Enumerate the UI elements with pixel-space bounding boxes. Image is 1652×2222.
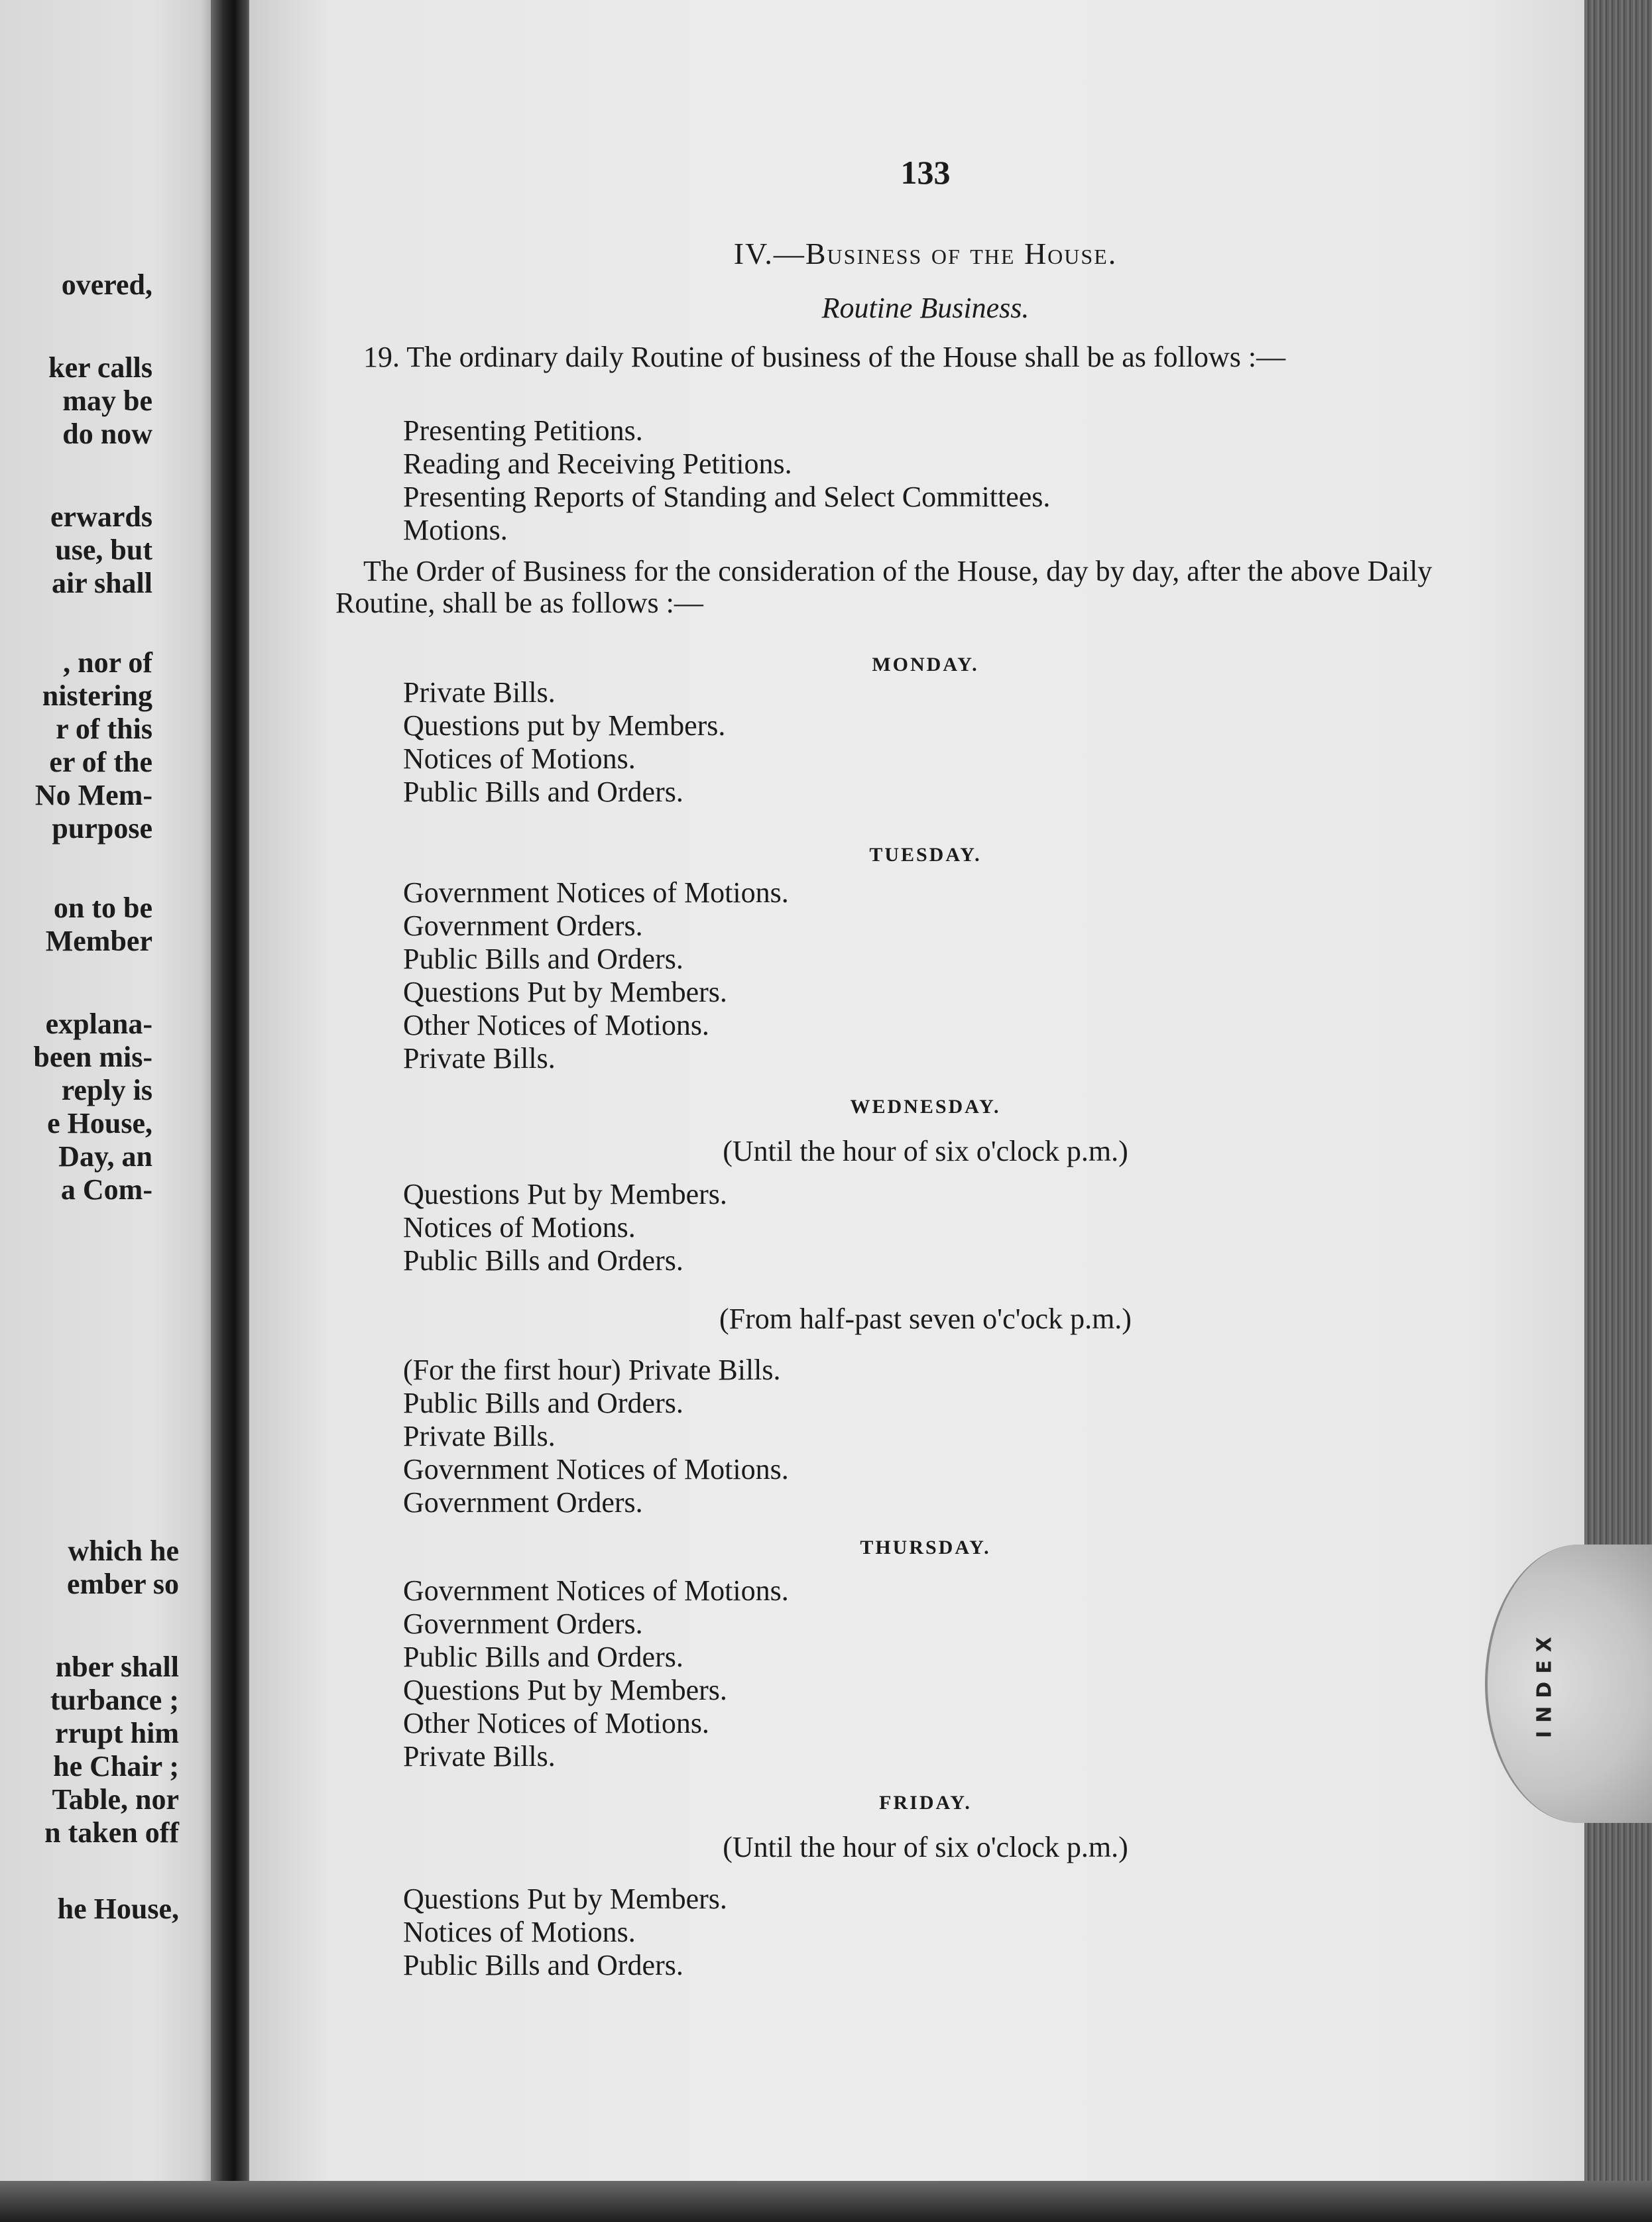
section-prefix: IV.—	[733, 237, 805, 270]
routine-item: Presenting Petitions.	[403, 414, 643, 447]
left-page-line: explana-	[45, 1008, 152, 1040]
thursday-item: Private Bills.	[403, 1740, 556, 1773]
left-page-line: Table, nor	[52, 1783, 179, 1816]
monday-item: Private Bills.	[403, 676, 556, 709]
thursday-item: Questions Put by Members.	[403, 1674, 727, 1706]
left-page-line: ember so	[66, 1568, 179, 1600]
left-page-line: ker calls	[48, 351, 152, 384]
wednesday-item: Questions Put by Members.	[403, 1178, 727, 1210]
tuesday-item: Questions Put by Members.	[403, 976, 727, 1008]
book-gutter	[211, 0, 253, 2222]
wednesday-evening-item: Private Bills.	[403, 1420, 556, 1452]
left-page-line: e House,	[47, 1107, 152, 1140]
day-heading-monday: MONDAY.	[872, 654, 979, 675]
day-heading-wednesday: WEDNESDAY.	[850, 1096, 1001, 1118]
thursday-item: Other Notices of Motions.	[403, 1707, 709, 1739]
left-page-line: overed,	[61, 268, 152, 301]
section-title	[249, 237, 1602, 270]
section-title-text: Business of the House.	[805, 237, 1118, 270]
tuesday-item: Other Notices of Motions.	[403, 1009, 709, 1041]
left-page	[0, 0, 219, 2188]
left-page-line: turbance ;	[50, 1684, 179, 1716]
page-edge	[1584, 0, 1652, 2222]
thursday-item: Government Orders.	[403, 1608, 643, 1640]
bottom-shadow	[0, 2181, 1652, 2222]
day-heading-tuesday: TUESDAY.	[869, 844, 982, 866]
left-page-line: use, but	[55, 534, 152, 566]
left-page-line: n taken off	[44, 1816, 179, 1849]
thursday-item: Government Notices of Motions.	[403, 1574, 789, 1607]
right-page	[249, 0, 1602, 2188]
wednesday-evening-item: Government Notices of Motions.	[403, 1453, 789, 1486]
routine-item: Motions.	[403, 514, 508, 546]
subsection-title: Routine Business.	[821, 292, 1030, 324]
tuesday-item: Private Bills.	[403, 1042, 556, 1075]
wednesday-evening-item: (For the first hour) Private Bills.	[403, 1354, 781, 1386]
tuesday-item: Government Notices of Motions.	[403, 876, 789, 909]
left-page-line: nistering	[42, 679, 152, 712]
wednesday-evening-note: (From half-past seven o'c'ock p.m.)	[719, 1303, 1132, 1335]
rule-paragraph: 19. The ordinary daily Routine of business of the House shall be as follows :—	[363, 341, 1286, 373]
left-page-line: been mis-	[33, 1041, 152, 1073]
thursday-item: Public Bills and Orders.	[403, 1641, 683, 1673]
left-page-line: which he	[68, 1535, 179, 1567]
left-page-line: , nor of	[63, 646, 152, 679]
wednesday-evening-item: Public Bills and Orders.	[403, 1387, 683, 1419]
day-heading-thursday: THURSDAY.	[860, 1537, 991, 1558]
friday-item: Questions Put by Members.	[403, 1883, 727, 1915]
left-page-line: rrupt him	[55, 1717, 179, 1749]
monday-item: Public Bills and Orders.	[403, 776, 683, 808]
page-number: 133	[900, 154, 951, 191]
routine-item: Reading and Receiving Petitions.	[403, 447, 792, 480]
left-page-line: he House,	[57, 1893, 179, 1925]
left-page-line: nber shall	[55, 1651, 179, 1683]
monday-item: Questions put by Members.	[403, 709, 726, 742]
wednesday-item: Public Bills and Orders.	[403, 1244, 683, 1277]
left-page-line: reply is	[61, 1074, 152, 1106]
friday-time-note: (Until the hour of six o'clock p.m.)	[723, 1831, 1128, 1863]
tuesday-item: Public Bills and Orders.	[403, 943, 683, 975]
order-paragraph: The Order of Business for the consideration of the House, day by day, after the above Daily Routine, shall be as follows :—	[335, 555, 1433, 619]
friday-item: Public Bills and Orders.	[403, 1949, 683, 1981]
left-page-line: he Chair ;	[53, 1750, 179, 1783]
left-page-line: a Com-	[60, 1173, 152, 1206]
left-page-line: on to be	[53, 892, 152, 924]
left-page-line: purpose	[52, 812, 152, 845]
left-page-line: erwards	[50, 500, 152, 533]
left-page-line: Day, an	[58, 1140, 152, 1173]
wednesday-evening-item: Government Orders.	[403, 1486, 643, 1519]
left-page-line: No Mem-	[34, 779, 152, 811]
friday-item: Notices of Motions.	[403, 1916, 636, 1948]
left-page-line: Member	[45, 925, 152, 957]
wednesday-time-note: (Until the hour of six o'clock p.m.)	[723, 1135, 1128, 1167]
wednesday-item: Notices of Motions.	[403, 1211, 636, 1244]
left-page-line: may be	[62, 384, 152, 417]
index-tab-label: INDEX	[1533, 1629, 1557, 1739]
left-page-line: air shall	[51, 567, 152, 599]
routine-item: Presenting Reports of Standing and Select Committees.	[403, 481, 1051, 513]
monday-item: Notices of Motions.	[403, 742, 636, 775]
tuesday-item: Government Orders.	[403, 909, 643, 942]
day-heading-friday: FRIDAY.	[879, 1792, 972, 1814]
left-page-line: do now	[62, 418, 152, 450]
left-page-line: er of the	[49, 746, 152, 778]
left-page-line: r of this	[56, 713, 152, 745]
